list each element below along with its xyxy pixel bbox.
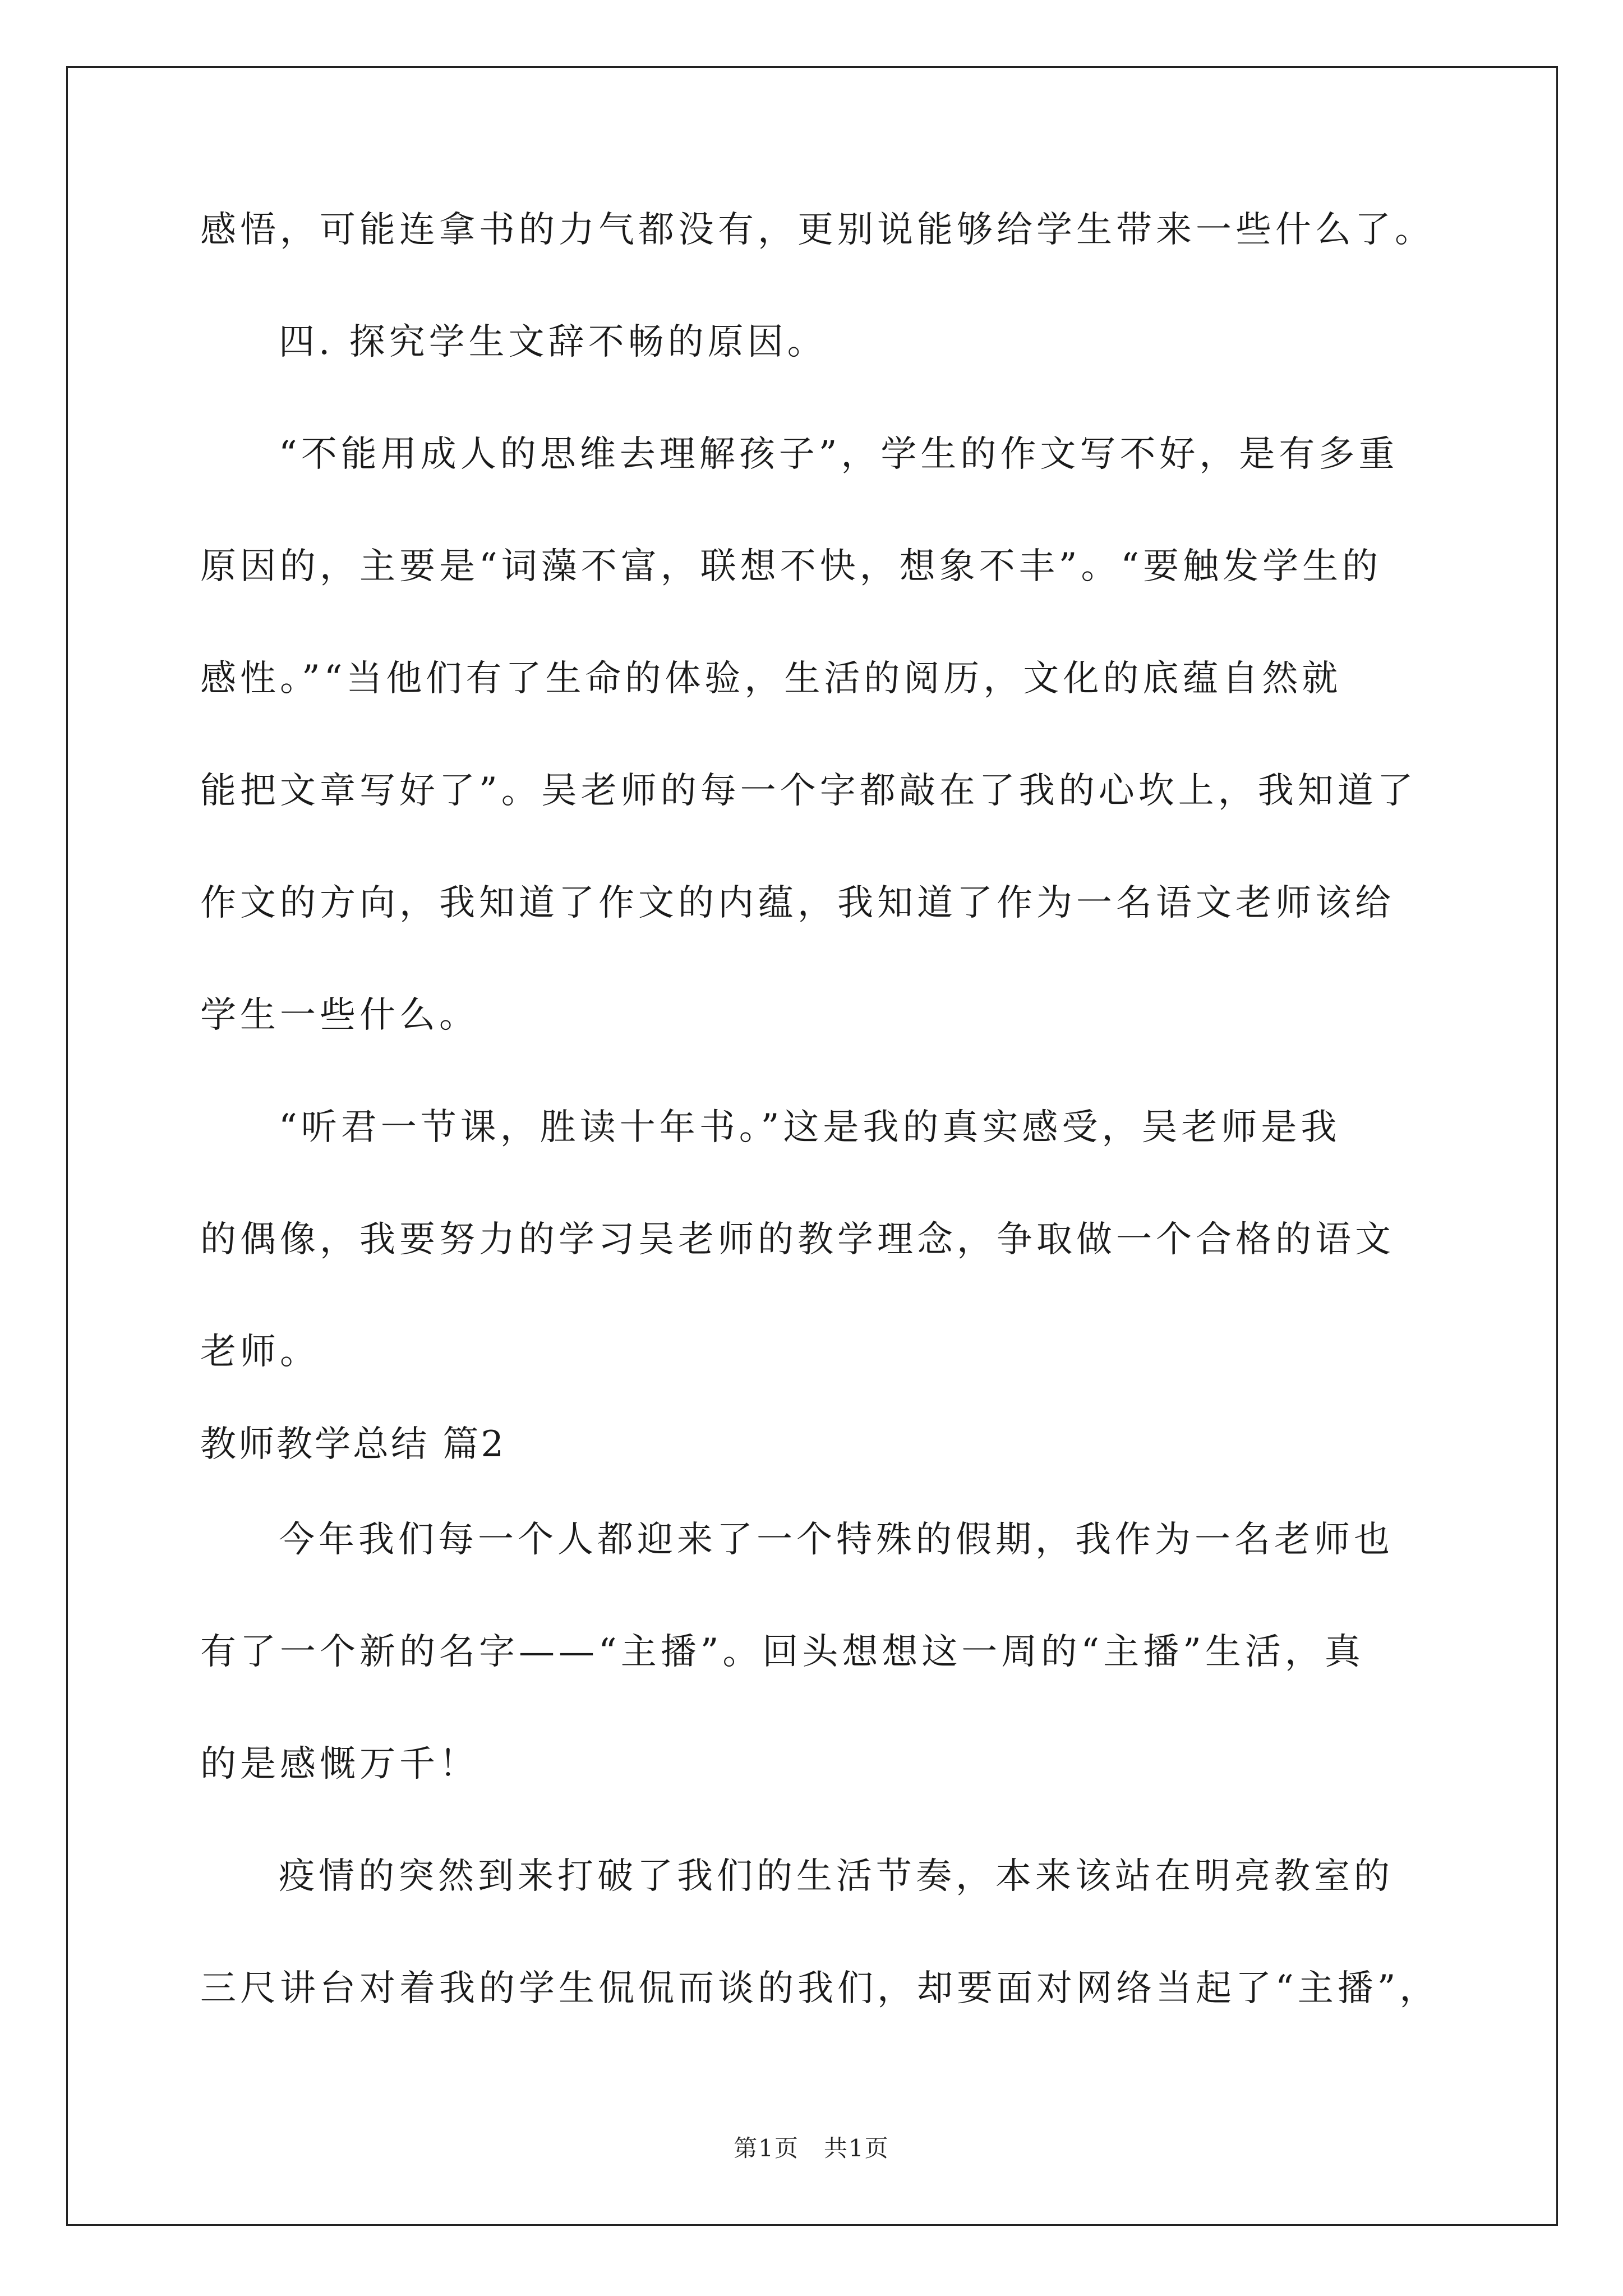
paragraph-line: 今年我们每一个人都迎来了一个特殊的假期，我作为一名老师也	[279, 1519, 1394, 1561]
paragraph-line: 感性。”“当他们有了生命的体验，生活的阅历，文化的底蕴自然就	[200, 658, 1342, 700]
paragraph-line: 作文的方向，我知道了作文的内蕴，我知道了作为一名语文老师该给	[200, 882, 1395, 924]
paragraph-line: 老师。	[200, 1331, 320, 1373]
paragraph-line: 疫情的突然到来打破了我们的生活节奏，本来该站在明亮教室的	[279, 1856, 1394, 1897]
section-heading-four: 四. 探究学生文辞不畅的原因。	[279, 321, 827, 363]
paragraph-line: 能把文章写好了”。吴老师的每一个字都敲在了我的心坎上，我知道了	[200, 770, 1417, 812]
paragraph-line: 有了一个新的名字——“主播”。回头想想这一周的“主播”生活，真	[200, 1631, 1364, 1673]
paragraph-line: 原因的，主要是“词藻不富，联想不快，想象不丰”。“要触发学生的	[200, 546, 1382, 587]
paragraph-line: 学生一些什么。	[200, 995, 479, 1036]
paragraph-line: “不能用成人的思维去理解孩子”，学生的作文写不好，是有多重	[279, 434, 1399, 475]
paragraph-line: 三尺讲台对着我的学生侃侃而谈的我们，却要面对网络当起了“主播”，	[200, 1968, 1440, 2009]
article-heading: 教师教学总结 篇2	[200, 1424, 506, 1465]
paragraph-line: 感悟，可能连拿书的力气都没有，更别说能够给学生带来一些什么了。	[200, 209, 1435, 251]
page-number-footer: 第1页 共1页	[734, 2134, 889, 2162]
paragraph-line: “听君一节课，胜读十年书。”这是我的真实感受，吴老师是我	[279, 1107, 1341, 1148]
paragraph-line: 的是感慨万千！	[200, 1743, 479, 1785]
paragraph-line: 的偶像，我要努力的学习吴老师的教学理念，争取做一个合格的语文	[200, 1219, 1395, 1260]
